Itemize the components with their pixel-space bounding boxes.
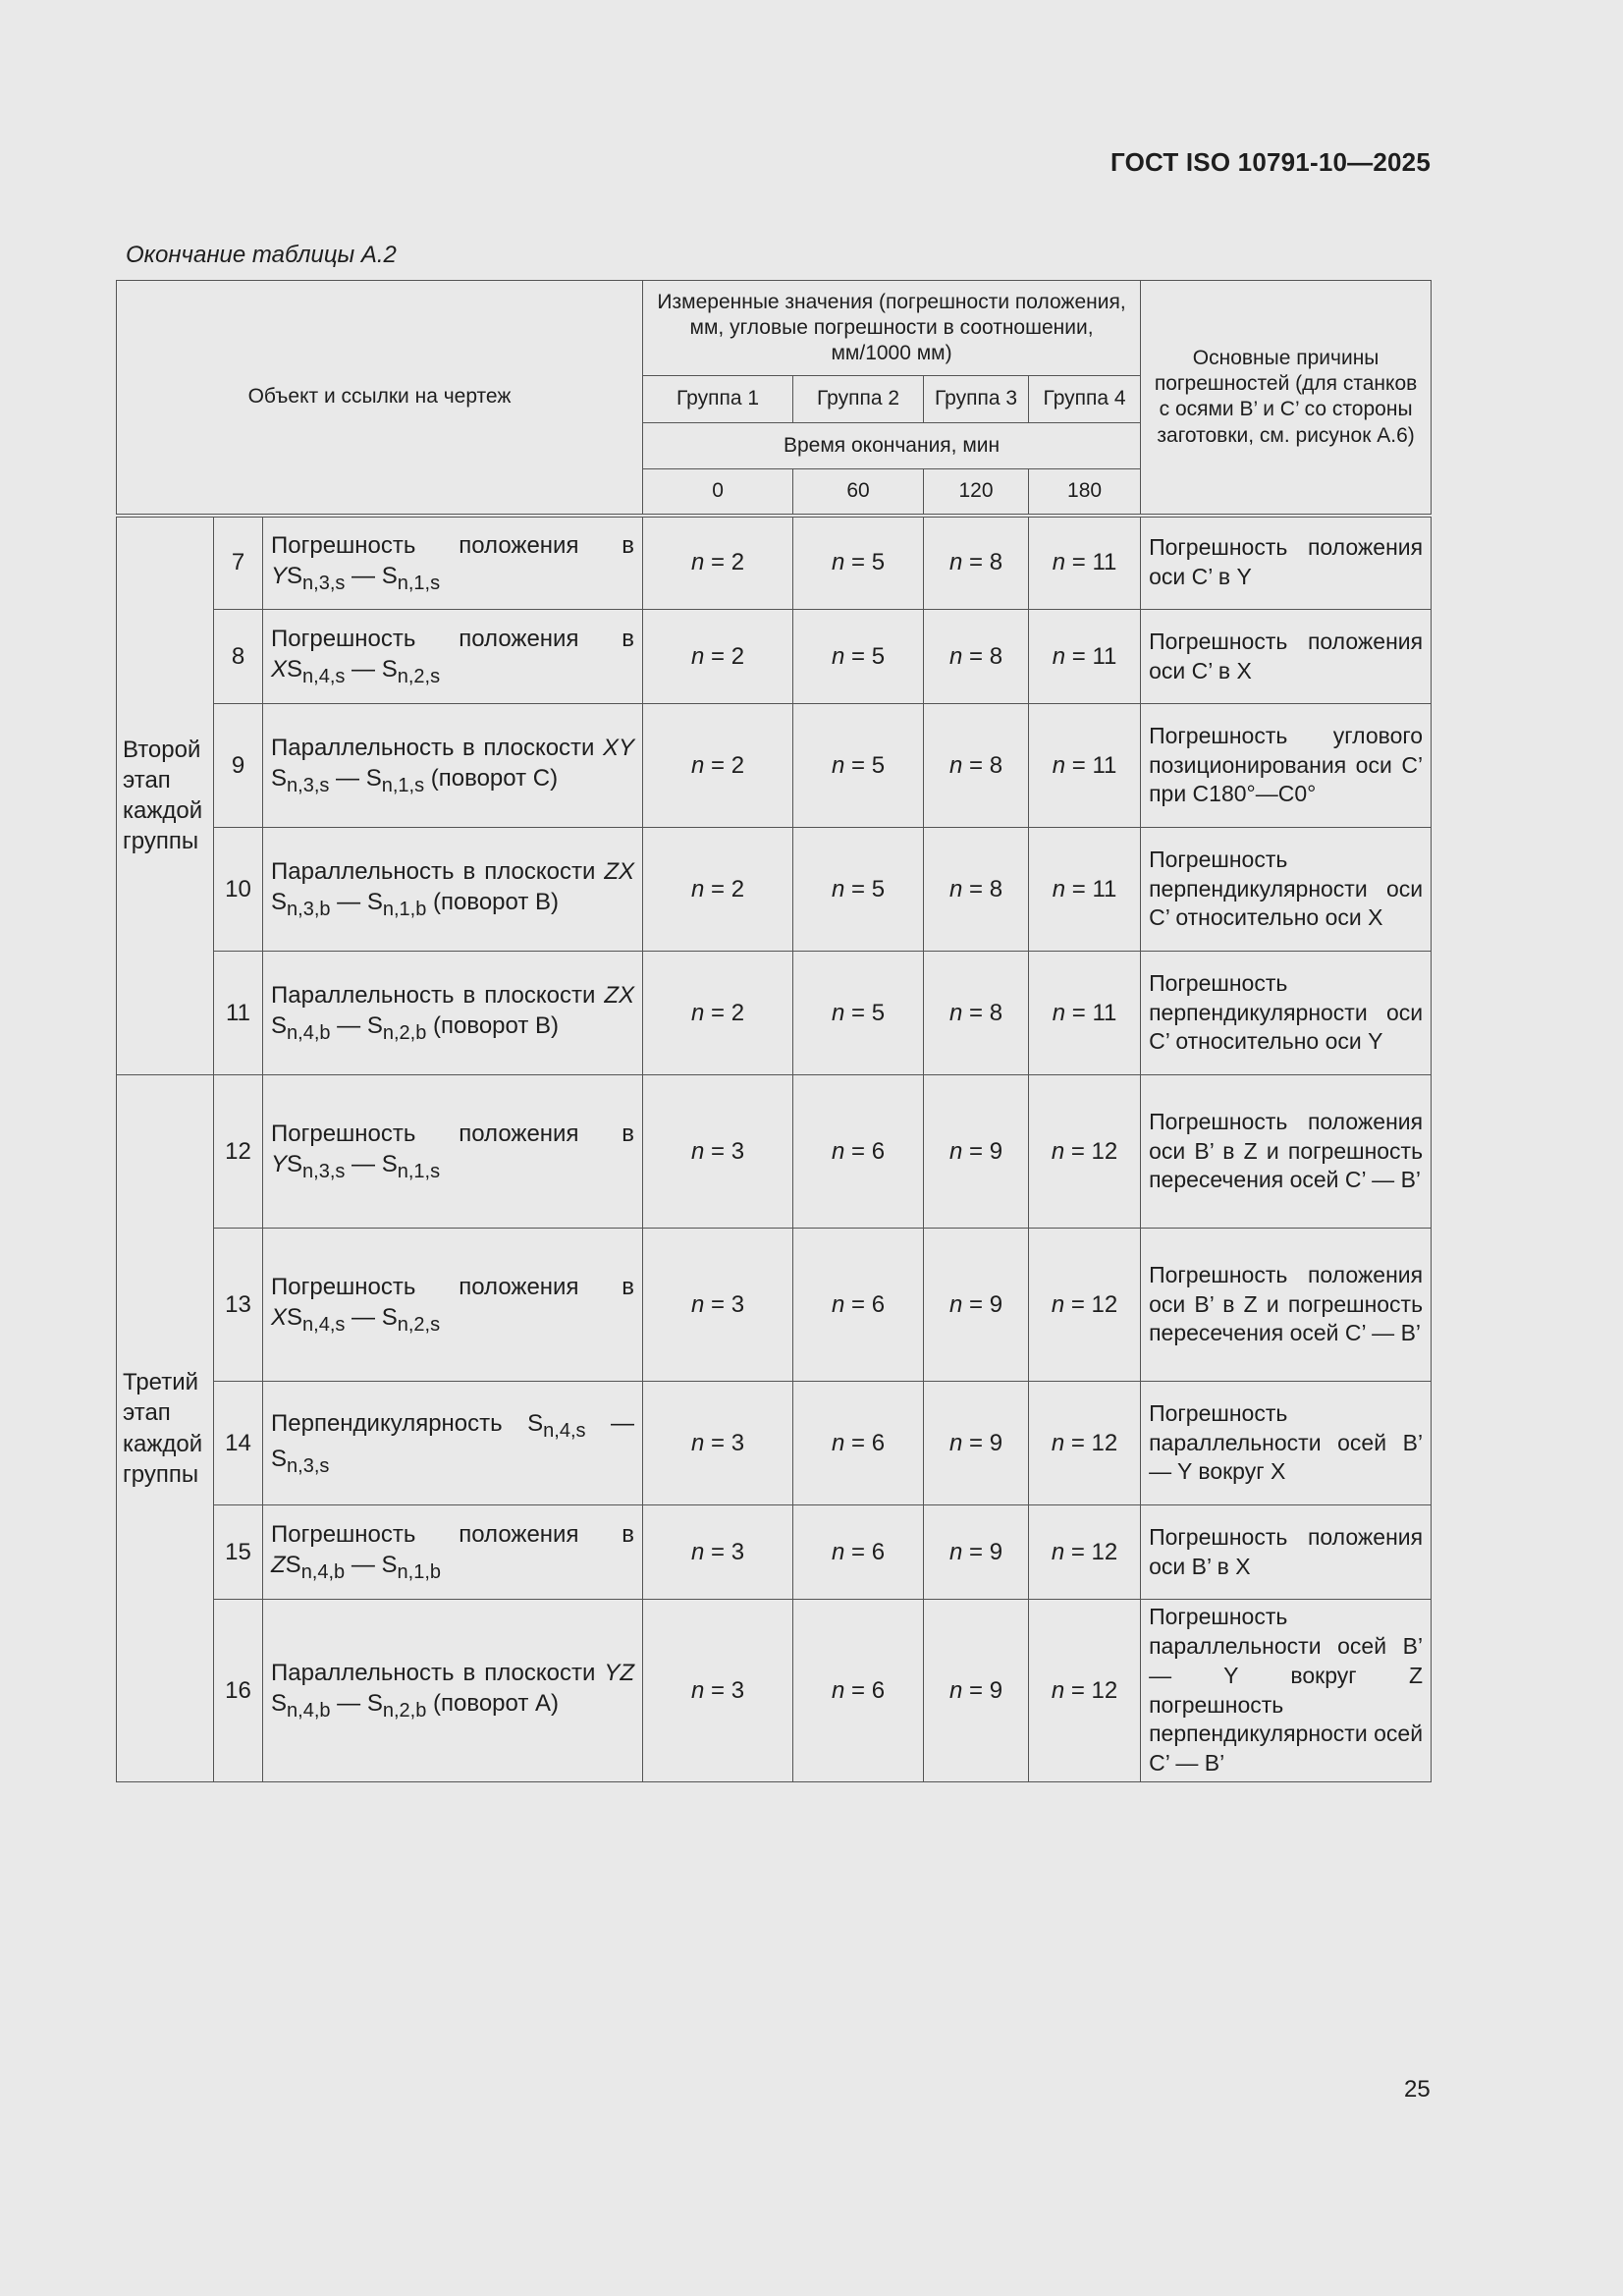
document-id: ГОСТ ISO 10791-10—2025 xyxy=(1110,147,1431,177)
symbol-s: S xyxy=(527,1409,544,1437)
axis-name: X xyxy=(271,656,288,683)
error-cause: Погрешность положения оси C’ в X xyxy=(1141,610,1432,704)
row-number: 16 xyxy=(214,1600,263,1782)
symbol-s: S xyxy=(271,1012,288,1040)
header-time-120: 120 xyxy=(924,469,1029,516)
axis-name: X xyxy=(271,1304,288,1332)
error-cause: Погрешность параллельности осей B’ — Y вокруг X xyxy=(1141,1382,1432,1505)
measured-value: n = 2 xyxy=(643,516,793,610)
symbol-s: S xyxy=(287,656,303,683)
symbol-s: S xyxy=(285,1552,301,1579)
symbol-s: S xyxy=(287,1151,303,1178)
subscript: n,3,s xyxy=(302,572,346,594)
measured-value: n = 12 xyxy=(1029,1075,1141,1229)
row-number: 10 xyxy=(214,828,263,952)
subscript: n,1,s xyxy=(397,572,441,594)
measured-value: n = 3 xyxy=(643,1075,793,1229)
axis-name: Y xyxy=(271,562,288,589)
object-text: — S xyxy=(345,656,398,683)
object-text: Параллельность в плоскости xyxy=(271,858,605,885)
measured-value: n = 6 xyxy=(793,1505,924,1600)
object-reference xyxy=(263,610,643,704)
measured-value: n = 8 xyxy=(924,952,1029,1075)
measured-value: n = 8 xyxy=(924,704,1029,828)
subscript: n,4,b xyxy=(287,1021,331,1044)
measured-value: n = 11 xyxy=(1029,516,1141,610)
table-row xyxy=(117,516,1432,610)
error-cause: Погрешность перпендикулярности оси C’ относительно оси X xyxy=(1141,828,1432,952)
header-time-0: 0 xyxy=(643,469,793,516)
object-text: Параллельность в плоскости xyxy=(271,735,604,761)
measured-value: n = 5 xyxy=(793,516,924,610)
measured-value: n = 5 xyxy=(793,952,924,1075)
row-number: 9 xyxy=(214,704,263,828)
measured-value: n = 6 xyxy=(793,1600,924,1782)
subscript: n,1,s xyxy=(381,774,425,796)
object-text: — S xyxy=(345,1151,398,1178)
header-time-60: 60 xyxy=(793,469,924,516)
symbol-s: S xyxy=(271,889,288,916)
table-body xyxy=(117,516,1432,1782)
row-number: 12 xyxy=(214,1075,263,1229)
subscript: n,2,s xyxy=(397,1313,441,1336)
object-reference xyxy=(263,952,643,1075)
measured-value: n = 3 xyxy=(643,1505,793,1600)
subscript: n,4,s xyxy=(302,1313,346,1336)
subscript: n,4,s xyxy=(543,1419,586,1442)
measured-value: n = 12 xyxy=(1029,1505,1141,1600)
measured-value: n = 5 xyxy=(793,610,924,704)
object-reference xyxy=(263,1229,643,1382)
subscript: n,3,b xyxy=(287,898,331,920)
page-number: 25 xyxy=(1404,2076,1431,2103)
measured-value: n = 3 xyxy=(643,1600,793,1782)
axis-name: XY xyxy=(603,735,635,761)
object-text: Параллельность в плоскости xyxy=(271,1660,605,1686)
row-number: 8 xyxy=(214,610,263,704)
subscript: n,4,s xyxy=(302,665,346,687)
header-time-180: 180 xyxy=(1029,469,1141,516)
measured-value: n = 9 xyxy=(924,1075,1029,1229)
object-text: Погрешность положения в xyxy=(271,626,635,652)
error-cause: Погрешность перпендикулярности оси C’ относительно оси Y xyxy=(1141,952,1432,1075)
object-text: Погрешность положения в xyxy=(271,1521,635,1548)
measured-value: n = 8 xyxy=(924,516,1029,610)
object-text: — S xyxy=(329,765,382,793)
object-text: (поворот B) xyxy=(426,1012,559,1040)
row-number: 11 xyxy=(214,952,263,1075)
object-text: — S xyxy=(271,1409,635,1472)
object-reference xyxy=(263,1382,643,1505)
object-text: — S xyxy=(345,562,398,589)
subscript: n,2,b xyxy=(382,1699,427,1722)
measurement-table xyxy=(116,280,1432,1782)
object-text: Перпендикулярность xyxy=(271,1409,528,1437)
table-row xyxy=(117,1600,1432,1782)
error-cause: Погрешность углового позиционирования оси C’ при C180°—C0° xyxy=(1141,704,1432,828)
table-row xyxy=(117,1075,1432,1229)
object-text: (поворот C) xyxy=(424,765,559,793)
measured-value: n = 9 xyxy=(924,1382,1029,1505)
error-cause: Погрешность положения оси C’ в Y xyxy=(1141,516,1432,610)
header-group-2: Группа 2 xyxy=(793,376,924,423)
header-group-1: Группа 1 xyxy=(643,376,793,423)
object-reference xyxy=(263,828,643,952)
header-group-4: Группа 4 xyxy=(1029,376,1141,423)
measured-value: n = 2 xyxy=(643,610,793,704)
subscript: n,4,b xyxy=(287,1699,331,1722)
measured-value: n = 6 xyxy=(793,1075,924,1229)
object-text: — S xyxy=(330,889,383,916)
subscript: n,2,b xyxy=(382,1021,427,1044)
axis-name: Y xyxy=(271,1151,288,1178)
measured-value: n = 6 xyxy=(793,1382,924,1505)
symbol-s: S xyxy=(287,562,303,589)
subscript: n,1,b xyxy=(397,1560,441,1583)
measured-value: n = 3 xyxy=(643,1382,793,1505)
measured-value: n = 11 xyxy=(1029,952,1141,1075)
object-text: Погрешность положения в xyxy=(271,1274,635,1300)
table-row xyxy=(117,952,1432,1075)
header-causes: Основные причины погрешностей (для станков с осями B’ и C’ со стороны заготовки, см. рисунок А.6) xyxy=(1141,281,1432,516)
axis-name: ZX xyxy=(604,982,635,1009)
measured-value: n = 2 xyxy=(643,952,793,1075)
row-number: 15 xyxy=(214,1505,263,1600)
object-text: (поворот A) xyxy=(426,1690,559,1718)
error-cause: Погрешность положения оси B’ в Z и погрешность пересечения осей C’ — B’ xyxy=(1141,1229,1432,1382)
header-time-label: Время окончания, мин xyxy=(643,423,1141,469)
measured-value: n = 11 xyxy=(1029,704,1141,828)
measured-value: n = 8 xyxy=(924,610,1029,704)
measured-value: n = 5 xyxy=(793,828,924,952)
table-row xyxy=(117,610,1432,704)
table-row xyxy=(117,704,1432,828)
axis-name: Z xyxy=(271,1552,286,1579)
measured-value: n = 5 xyxy=(793,704,924,828)
object-reference xyxy=(263,516,643,610)
subscript: n,4,b xyxy=(300,1560,346,1583)
error-cause: Погрешность положения оси B’ в X xyxy=(1141,1505,1432,1600)
object-reference xyxy=(263,704,643,828)
object-reference xyxy=(263,1505,643,1600)
measured-value: n = 11 xyxy=(1029,610,1141,704)
subscript: n,1,s xyxy=(397,1160,441,1182)
object-text: — S xyxy=(345,1552,398,1579)
measured-value: n = 12 xyxy=(1029,1229,1141,1382)
object-text: (поворот B) xyxy=(426,889,559,916)
subscript: n,3,s xyxy=(302,1160,346,1182)
header-group-3: Группа 3 xyxy=(924,376,1029,423)
object-text: — S xyxy=(345,1304,398,1332)
stage-label: Третий этап каждой группы xyxy=(117,1075,214,1782)
subscript: n,3,s xyxy=(287,774,330,796)
measured-value: n = 2 xyxy=(643,704,793,828)
header-object: Объект и ссылки на чертеж xyxy=(117,281,643,516)
measured-value: n = 12 xyxy=(1029,1600,1141,1782)
measured-value: n = 6 xyxy=(793,1229,924,1382)
header-measured: Измеренные значения (погрешности положения, мм, угловые погрешности в соотношении, мм/1000 мм) xyxy=(643,281,1141,376)
row-number: 13 xyxy=(214,1229,263,1382)
measured-value: n = 2 xyxy=(643,828,793,952)
measured-value: n = 9 xyxy=(924,1505,1029,1600)
object-text: Параллельность в плоскости xyxy=(271,982,605,1009)
table-caption: Окончание таблицы А.2 xyxy=(126,242,397,268)
subscript: n,2,s xyxy=(397,665,441,687)
axis-name: ZX xyxy=(604,858,635,885)
measured-value: n = 9 xyxy=(924,1229,1029,1382)
measured-value: n = 8 xyxy=(924,828,1029,952)
table-row xyxy=(117,1505,1432,1600)
error-cause: Погрешность положения оси B’ в Z и погрешность пересечения осей C’ — B’ xyxy=(1141,1075,1432,1229)
axis-name: YZ xyxy=(604,1660,635,1686)
symbol-s: S xyxy=(271,1690,288,1718)
object-text: Погрешность положения в xyxy=(271,531,635,559)
table-row xyxy=(117,828,1432,952)
stage-label: Второй этап каждой группы xyxy=(117,516,214,1075)
subscript: n,3,s xyxy=(287,1454,330,1477)
table-row xyxy=(117,1382,1432,1505)
measured-value: n = 12 xyxy=(1029,1382,1141,1505)
symbol-s: S xyxy=(271,765,288,793)
subscript: n,1,b xyxy=(382,898,427,920)
object-reference xyxy=(263,1075,643,1229)
object-text: — S xyxy=(330,1012,383,1040)
row-number: 7 xyxy=(214,516,263,610)
object-text: — S xyxy=(330,1690,383,1718)
object-reference xyxy=(263,1600,643,1782)
measured-value: n = 11 xyxy=(1029,828,1141,952)
table-row xyxy=(117,1229,1432,1382)
object-text: Погрешность положения в xyxy=(271,1121,635,1147)
error-cause: Погрешность параллельности осей B’ — Y вокруг Z погрешность перпендикулярности осей C’ — B’ xyxy=(1141,1600,1432,1782)
measured-value: n = 3 xyxy=(643,1229,793,1382)
row-number: 14 xyxy=(214,1382,263,1505)
measured-value: n = 9 xyxy=(924,1600,1029,1782)
symbol-s: S xyxy=(287,1304,303,1332)
